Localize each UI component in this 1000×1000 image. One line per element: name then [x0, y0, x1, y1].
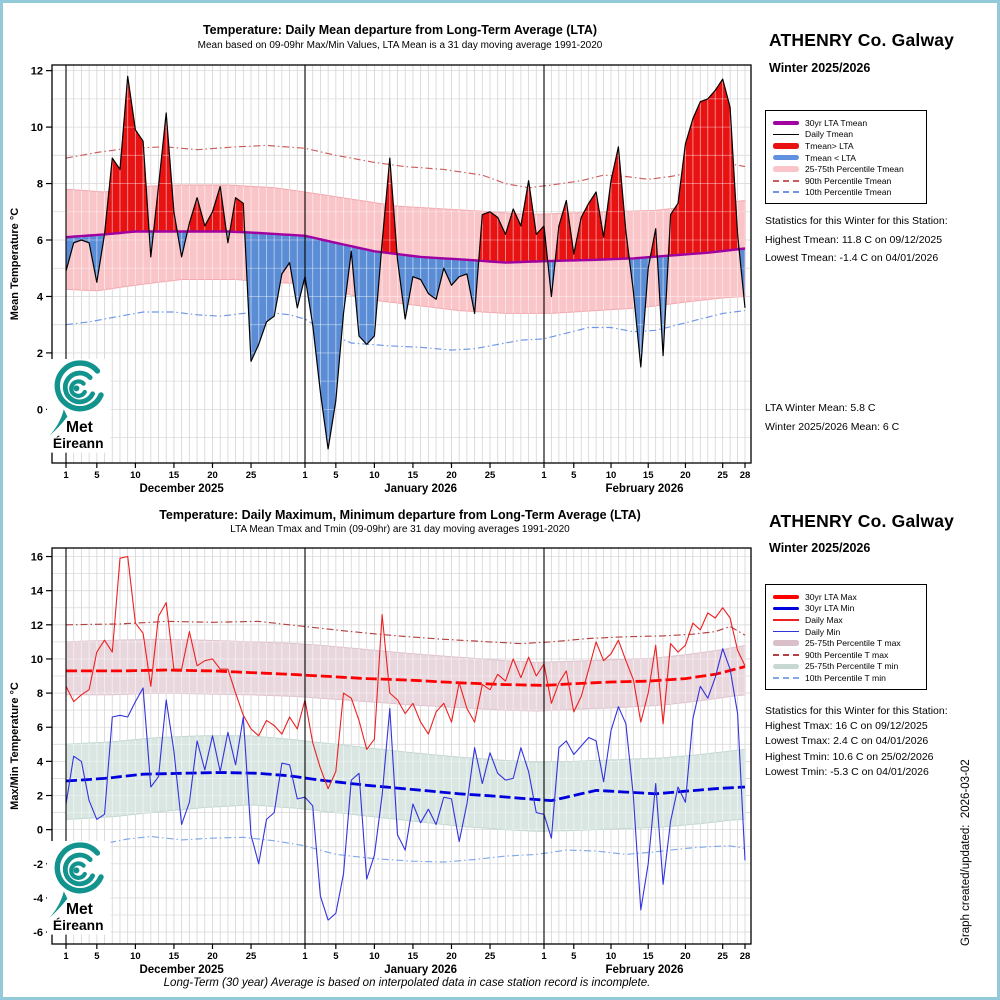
y-tick-label: 14 — [30, 585, 43, 598]
logo-spiral-core — [73, 385, 79, 391]
y-axis-title: Max/Min Temperature °C — [9, 682, 21, 810]
month-label: December 2025 — [139, 964, 224, 976]
legend-label: Daily Max — [805, 614, 843, 625]
season-label-top: Winter 2025/2026 — [769, 61, 871, 75]
legend-swatch-icon — [773, 619, 799, 621]
legend-label: 10th Percentile T min — [805, 672, 886, 683]
legend-item — [773, 175, 921, 187]
y-tick-label: 10 — [30, 122, 43, 135]
y-tick-label: 4 — [36, 291, 43, 304]
y-tick-label: 10 — [30, 653, 43, 666]
stats-line: Highest Tmax: 16 C on 09/12/2025 — [765, 720, 928, 733]
x-tick-label: 20 — [446, 470, 457, 481]
bottom-chart-legend — [765, 584, 927, 690]
legend-swatch-icon — [773, 654, 799, 656]
legend-swatch-icon — [773, 607, 799, 611]
legend-label: 90th Percentile Tmean — [805, 175, 892, 186]
y-tick-label: -4 — [33, 892, 43, 905]
logo-eireann-text: Éireann — [52, 435, 104, 451]
y-tick-label: 2 — [36, 347, 43, 360]
legend-label: Daily Min — [805, 626, 841, 637]
bottom-chart-title: Temperature: Daily Maximum, Minimum departure from Long-Term Average (LTA) — [159, 508, 641, 522]
month-label: January 2026 — [384, 964, 458, 976]
legend-item — [773, 163, 921, 175]
y-tick-label: 4 — [36, 756, 43, 769]
month-label: February 2026 — [605, 964, 684, 976]
x-tick-label: 15 — [642, 470, 654, 481]
x-tick-label: 5 — [571, 470, 577, 481]
x-tick-label: 5 — [333, 951, 339, 962]
legend-item — [773, 152, 921, 164]
mean-summary-line: Winter 2025/2026 Mean: 6 C — [765, 421, 900, 433]
y-tick-label: 2 — [36, 790, 43, 803]
x-tick-label: 25 — [245, 470, 257, 481]
x-tick-label: 10 — [605, 470, 617, 481]
station-name-bottom: ATHENRY Co. Galway — [769, 511, 955, 531]
stats-heading: Statistics for this Winter for this Station: — [765, 705, 948, 717]
y-tick-label: 8 — [36, 688, 43, 701]
x-tick-label: 10 — [130, 470, 141, 481]
legend-item — [773, 603, 921, 615]
x-tick-label: 25 — [484, 470, 496, 481]
x-tick-label: 25 — [717, 951, 728, 962]
y-tick-label: 0 — [36, 824, 43, 837]
chart-plot-1 — [9, 548, 751, 976]
legend-label: Tmean < LTA — [805, 152, 857, 163]
legend-item — [773, 129, 921, 141]
stats-line: Highest Tmean: 11.8 C on 09/12/2025 — [765, 233, 943, 246]
legend-item — [773, 672, 921, 684]
legend-label: 25-75th Percentile T max — [805, 638, 901, 649]
top-chart-stats — [765, 215, 1000, 271]
y-tick-label: -2 — [33, 858, 43, 871]
x-tick-label: 15 — [642, 951, 654, 962]
legend-swatch-icon — [773, 631, 799, 633]
x-tick-label: 10 — [130, 951, 141, 962]
month-label: December 2025 — [139, 483, 224, 495]
logo-eireann-text: Éireann — [52, 917, 104, 933]
y-tick-label: 6 — [36, 722, 43, 735]
y-tick-label: 6 — [36, 235, 43, 248]
month-label: January 2026 — [384, 483, 458, 495]
legend-item — [773, 649, 921, 661]
x-tick-label: 10 — [369, 470, 380, 481]
logo-met-text: Met — [65, 901, 93, 919]
graph-created-note: Graph created/updated: 2026-03-02 — [960, 759, 972, 946]
legend-swatch-icon — [773, 191, 799, 193]
x-tick-label: 28 — [739, 470, 751, 481]
legend-swatch-icon — [773, 155, 799, 161]
stats-line: Lowest Tmin: -5.3 C on 04/01/2026 — [765, 765, 929, 778]
month-label: February 2026 — [605, 483, 684, 495]
x-tick-label: 20 — [680, 470, 691, 481]
y-tick-label: 12 — [30, 619, 43, 632]
x-tick-label: 15 — [407, 951, 419, 962]
bottom-chart-subtitle: LTA Mean Tmax and Tmin (09-09hr) are 31 day moving averages 1991-2020 — [230, 524, 570, 535]
legend-item — [773, 140, 921, 152]
stats-line: Lowest Tmean: -1.4 C on 04/01/2026 — [765, 252, 939, 264]
stats-line: Lowest Tmax: 2.4 C on 04/01/2026 — [765, 735, 929, 748]
legend-label: Tmean> LTA — [805, 140, 854, 151]
x-tick-label: 1 — [302, 470, 308, 481]
legend-item — [773, 187, 921, 199]
x-tick-label: 20 — [207, 470, 218, 481]
x-tick-label: 20 — [680, 951, 691, 962]
footer-disclaimer: Long-Term (30 year) Average is based on interpolated data in case station record is incomplete. — [163, 977, 651, 989]
logo-met-text: Met — [65, 419, 93, 437]
x-tick-label: 5 — [571, 951, 577, 962]
legend-label: Daily Tmean — [805, 129, 854, 140]
legend-label: 25-75th Percentile Tmean — [805, 164, 904, 175]
legend-item — [773, 117, 921, 129]
x-tick-label: 1 — [63, 951, 69, 962]
legend-item — [773, 591, 921, 603]
legend-swatch-icon — [773, 677, 799, 679]
x-tick-label: 10 — [605, 951, 617, 962]
x-tick-label: 20 — [207, 951, 218, 962]
stats-heading: Statistics for this Winter for this Station: — [765, 215, 948, 227]
stats-line: Highest Tmin: 10.6 C on 25/02/2026 — [765, 750, 934, 763]
met-eireann-logo-top — [47, 359, 111, 453]
legend-label: 10th Percentile Tmean — [805, 187, 892, 198]
x-tick-label: 15 — [407, 470, 419, 481]
x-tick-label: 5 — [333, 470, 339, 481]
x-tick-label: 5 — [94, 951, 100, 962]
season-label-bottom: Winter 2025/2026 — [769, 541, 871, 555]
y-axis-title: Mean Temperature °C — [9, 207, 21, 321]
x-tick-label: 1 — [302, 951, 308, 962]
top-chart-subtitle: Mean based on 09-09hr Max/Min Values, LTA Mean is a 31 day moving average 1991-2020 — [197, 40, 603, 51]
legend-swatch-icon — [773, 180, 799, 182]
x-tick-label: 15 — [168, 470, 180, 481]
legend-swatch-icon — [773, 595, 799, 599]
legend-item — [773, 614, 921, 626]
legend-label: 25-75th Percentile T min — [805, 661, 899, 672]
mean-summary-line: LTA Winter Mean: 5.8 C — [765, 402, 876, 414]
y-tick-label: 12 — [30, 65, 43, 78]
x-tick-label: 15 — [168, 951, 180, 962]
y-tick-label: 0 — [36, 404, 43, 417]
x-tick-label: 1 — [541, 951, 547, 962]
top-chart-legend — [765, 110, 927, 204]
y-tick-label: 16 — [30, 551, 43, 564]
legend-item — [773, 637, 921, 649]
x-tick-label: 10 — [369, 951, 380, 962]
x-tick-label: 28 — [739, 951, 751, 962]
legend-swatch-icon — [773, 664, 799, 670]
legend-item — [773, 626, 921, 638]
legend-swatch-icon — [773, 121, 799, 125]
x-tick-label: 25 — [484, 951, 496, 962]
x-tick-label: 1 — [541, 470, 547, 481]
legend-label: 30yr LTA Tmean — [805, 117, 868, 128]
x-tick-label: 25 — [245, 951, 257, 962]
chart-plot-0 — [9, 65, 751, 495]
legend-label: 30yr LTA Max — [805, 591, 857, 602]
station-name-top: ATHENRY Co. Galway — [769, 30, 955, 50]
met-eireann-logo-bottom — [47, 841, 111, 935]
y-tick-label: 8 — [36, 178, 43, 191]
top-chart-means — [765, 402, 1000, 440]
legend-swatch-icon — [773, 640, 799, 646]
top-chart-title: Temperature: Daily Mean departure from Long-Term Average (LTA) — [202, 23, 598, 37]
x-tick-label: 20 — [446, 951, 457, 962]
legend-swatch-icon — [773, 134, 799, 136]
x-tick-label: 1 — [63, 470, 69, 481]
x-tick-label: 25 — [717, 470, 728, 481]
legend-label: 90th Percentile T max — [805, 649, 889, 660]
y-tick-label: -6 — [33, 927, 43, 940]
legend-swatch-icon — [773, 143, 799, 149]
x-tick-label: 5 — [94, 470, 100, 481]
legend-label: 30yr LTA Min — [805, 603, 855, 614]
legend-item — [773, 661, 921, 673]
legend-swatch-icon — [773, 166, 799, 172]
